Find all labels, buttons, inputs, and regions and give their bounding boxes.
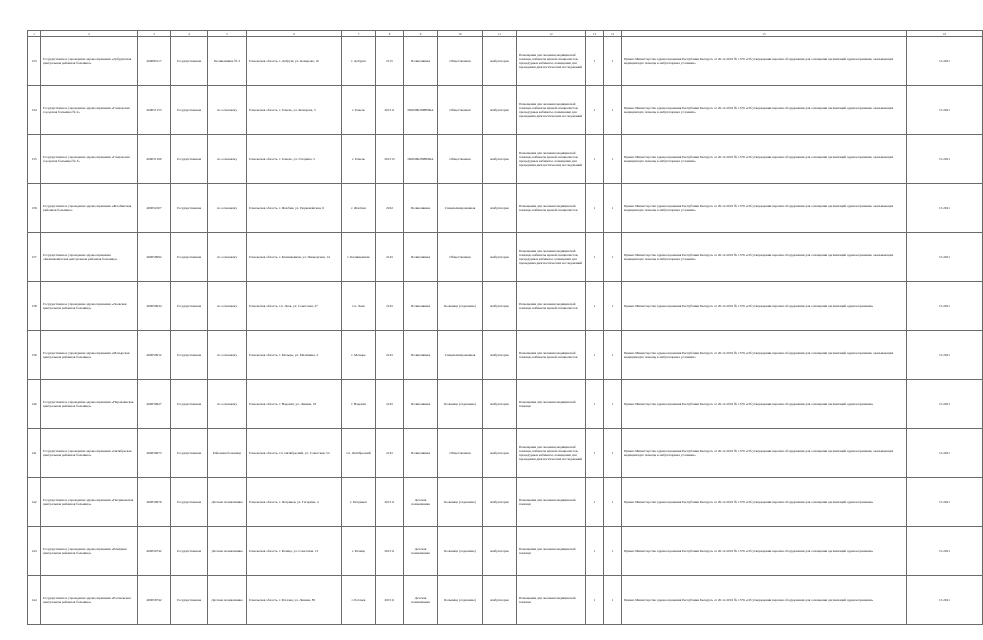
registration-number-cell: 400050976: [138, 478, 171, 527]
ownership-cell: Государственная: [171, 135, 208, 184]
locality-cell: г. Гомель: [342, 86, 376, 135]
table-row: [28, 135, 983, 184]
regulation-cell: Приказ Министерства здравоохранения Республики Беларусь от 20.12.2019 № 1576 «Об утверждении перечня оборудования для оснащения организаций здравоохранения»: [622, 282, 907, 331]
row-number-cell: 136: [28, 184, 41, 233]
column-number: 5: [208, 31, 247, 37]
regulation-cell: Приказ Министерства здравоохранения Республики Беларусь от 20.12.2019 № 1576 «Об утверждении перечня оборудования для оснащения организаций здравоохранения, оказывающих медицинскую помощь в амбулаторных условиях»: [622, 429, 907, 478]
column-number: 15: [622, 31, 907, 37]
locality-cell: г. Мозырь: [342, 331, 376, 380]
ownership-cell: Государственная: [171, 380, 208, 429]
address-cell: Гомельская область, г. Мозырь, ул. Малинина, 2: [247, 331, 342, 380]
column-number: 10: [438, 31, 483, 37]
date-cell: 15.2021: [907, 576, 983, 625]
count-a-cell: 1: [586, 184, 604, 233]
subdivision-cell: по основному: [208, 233, 247, 282]
address-cell: Гомельская область, г. Жлобин, ул. Первомайская, 6: [247, 184, 342, 233]
ownership-cell: Государственная: [171, 86, 208, 135]
organization-name-cell: Государственное учреждение здравоохранения «Добрушская центральная районная больница»: [41, 37, 138, 86]
count-b-cell: 1: [604, 86, 622, 135]
category-cell: Больница (отделение): [438, 478, 483, 527]
regulation-cell: Приказ Министерства здравоохранения Республики Беларусь от 20.12.2019 № 1576 «Об утверждении перечня оборудования для оснащения организаций здравоохранения, оказывающих медицинскую помощь в амбулаторных условиях»: [622, 331, 907, 380]
subdivision-cell: по основному: [208, 331, 247, 380]
code-cell: 2115: [376, 37, 404, 86]
date-cell: 15.2021: [907, 380, 983, 429]
organization-name-cell: Государственное учреждение здравоохранения «Рогачевская центральная районная больница»: [41, 576, 138, 625]
category-cell: Специализированная: [438, 331, 483, 380]
care-form-cell: Амбулаторно: [483, 429, 517, 478]
count-b-cell: 1: [604, 184, 622, 233]
address-cell: Гомельская область, г. Рогачев, ул. Ленина, 85: [247, 576, 342, 625]
count-a-cell: 1: [586, 478, 604, 527]
column-number: 3: [138, 31, 171, 37]
regulation-cell: Приказ Министерства здравоохранения Республики Беларусь от 20.12.2019 № 1576 «Об утверждении перечня оборудования для оснащения организаций здравоохранения»: [622, 380, 907, 429]
code-cell: 201511: [376, 527, 404, 576]
facility-type-cell: Детская поликлиника: [404, 527, 438, 576]
premises-cell: Помещения для оказания медицинской помощи: [517, 576, 586, 625]
premises-cell: Помещения для оказания медицинской помощи, кабинеты врачей-специалистов, процедурные кабинеты, помещения для проведения диагностических исследований: [517, 233, 586, 282]
subdivision-cell: Детская поликлиника: [208, 576, 247, 625]
organization-name-cell: Государственное учреждение здравоохранения «Гомельская городская больница № 2»: [41, 86, 138, 135]
table-row: [28, 282, 983, 331]
premises-cell: Помещения для оказания медицинской помощи, кабинеты врачей-специалистов: [517, 184, 586, 233]
facility-type-cell: Поликлиника: [404, 233, 438, 282]
registration-number-cell: 400050973: [138, 429, 171, 478]
regulation-cell: Приказ Министерства здравоохранения Республики Беларусь от 20.12.2019 № 1576 «Об утверждении перечня оборудования для оснащения организаций здравоохранения, оказывающих медицинскую помощь в амбулаторных условиях»: [622, 184, 907, 233]
ownership-cell: Государственная: [171, 184, 208, 233]
organization-name-cell: Государственное учреждение здравоохранения «Гомельская городская больница № 3»: [41, 135, 138, 184]
facility-type-cell: ПОЛИКЛИНИКА: [404, 86, 438, 135]
date-cell: 15.2021: [907, 135, 983, 184]
row-number-cell: 138: [28, 282, 41, 331]
care-form-cell: Амбулаторно: [483, 331, 517, 380]
locality-cell: г.п. Октябрьский: [342, 429, 376, 478]
premises-cell: Помещения для оказания медицинской помощи: [517, 478, 586, 527]
facility-type-cell: Поликлиника: [404, 331, 438, 380]
subdivision-cell: Поликлиника № 3: [208, 37, 247, 86]
date-cell: 15.2021: [907, 429, 983, 478]
care-form-cell: Амбулаторно: [483, 135, 517, 184]
organization-name-cell: Государственное учреждение здравоохранения «Калинковичская центральная районная больница»: [41, 233, 138, 282]
ownership-cell: Государственная: [171, 478, 208, 527]
address-cell: Гомельская область, г. Речица, ул. Советская, 13: [247, 527, 342, 576]
column-number: 2: [41, 31, 138, 37]
care-form-cell: Амбулаторно: [483, 233, 517, 282]
row-number-cell: 144: [28, 576, 41, 625]
code-cell: 201511: [376, 86, 404, 135]
row-number-cell: 137: [28, 233, 41, 282]
regulation-cell: Приказ Министерства здравоохранения Республики Беларусь от 20.12.2019 № 1576 «Об утверждении перечня оборудования для оснащения организаций здравоохранения, оказывающих медицинскую помощь в амбулаторных условиях»: [622, 233, 907, 282]
address-cell: Гомельская область, г. Наровля, ул. Ленина, 23: [247, 380, 342, 429]
count-b-cell: 1: [604, 233, 622, 282]
facility-type-cell: Поликлиника: [404, 380, 438, 429]
address-cell: Гомельская область, г.п. Октябрьский, ул. Советская, 52: [247, 429, 342, 478]
category-cell: Специализированная: [438, 184, 483, 233]
organization-name-cell: Государственное учреждение здравоохранения «Лоевская центральная районная больница»: [41, 282, 138, 331]
code-cell: 201511: [376, 576, 404, 625]
registration-number-cell: 400085117: [138, 37, 171, 86]
table-row: [28, 527, 983, 576]
row-number-cell: 141: [28, 429, 41, 478]
date-cell: 15.2021: [907, 233, 983, 282]
facilities-table: [27, 30, 983, 625]
premises-cell: Помещения для оказания медицинской помощи, кабинеты врачей-специалистов, процедурные кабинеты, помещения для проведения диагностических исследований: [517, 37, 586, 86]
facility-type-cell: Поликлиника: [404, 184, 438, 233]
ownership-cell: Государственная: [171, 576, 208, 625]
table-row: [28, 86, 983, 135]
document-sheet: [27, 30, 951, 625]
facility-type-cell: ПОЛИКЛИНИКА: [404, 135, 438, 184]
table-row: [28, 380, 983, 429]
organization-name-cell: Государственное учреждение здравоохранения «Октябрьская центральная районная больница»: [41, 429, 138, 478]
count-a-cell: 1: [586, 527, 604, 576]
date-cell: 15.2021: [907, 86, 983, 135]
date-cell: 15.2021: [907, 478, 983, 527]
table-row: [28, 331, 983, 380]
care-form-cell: Амбулаторно: [483, 478, 517, 527]
column-number: 11: [483, 31, 517, 37]
column-number: 1: [28, 31, 41, 37]
count-a-cell: 1: [586, 282, 604, 331]
ownership-cell: Государственная: [171, 282, 208, 331]
column-number: 8: [376, 31, 404, 37]
facility-type-cell: Поликлиника: [404, 37, 438, 86]
registration-number-cell: 400050992: [138, 233, 171, 282]
facility-type-cell: Поликлиника: [404, 429, 438, 478]
ownership-cell: Государственная: [171, 233, 208, 282]
subdivision-cell: по основному: [208, 135, 247, 184]
row-number-cell: 143: [28, 527, 41, 576]
table-row: [28, 233, 983, 282]
regulation-cell: Приказ Министерства здравоохранения Республики Беларусь от 20.12.2019 № 1576 «Об утверждении перечня оборудования для оснащения организаций здравоохранения, оказывающих медицинскую помощь в амбулаторных условиях»: [622, 37, 907, 86]
address-cell: Гомельская область, г. Калинковичи, ул. Пионерская, 14: [247, 233, 342, 282]
column-number: 9: [404, 31, 438, 37]
row-number-cell: 142: [28, 478, 41, 527]
registration-number-cell: 400051007: [138, 184, 171, 233]
subdivision-cell: Детская поликлиника: [208, 478, 247, 527]
address-cell: Гомельская область, г. Гомель, ул. Комарова, 5: [247, 86, 342, 135]
locality-cell: г. Рогачев: [342, 576, 376, 625]
table-row: [28, 184, 983, 233]
premises-cell: Помещения для оказания медицинской помощи, кабинеты врачей-специалистов, процедурные кабинеты, помещения для проведения диагностических исследований: [517, 135, 586, 184]
column-number: 4: [171, 31, 208, 37]
count-b-cell: 1: [604, 527, 622, 576]
count-b-cell: 1: [604, 331, 622, 380]
count-a-cell: 1: [586, 380, 604, 429]
date-cell: 15.2021: [907, 37, 983, 86]
date-cell: 15.2021: [907, 184, 983, 233]
premises-cell: Помещения для оказания медицинской помощи, кабинеты врачей-специалистов, процедурные кабинеты, помещения для проведения диагностических исследований: [517, 86, 586, 135]
care-form-cell: Амбулаторно: [483, 37, 517, 86]
organization-name-cell: Государственное учреждение здравоохранения «Жлобинская районная больница»: [41, 184, 138, 233]
registration-number-cell: 400050742: [138, 527, 171, 576]
subdivision-cell: Районная больница: [208, 429, 247, 478]
table-row: [28, 478, 983, 527]
category-cell: Общественная: [438, 86, 483, 135]
count-a-cell: 1: [586, 576, 604, 625]
code-cell: 2145: [376, 282, 404, 331]
count-b-cell: 1: [604, 282, 622, 331]
premises-cell: Помещения для оказания медицинской помощи, кабинеты врачей-специалистов, процедурные кабинеты, помещения для проведения диагностических исследований: [517, 429, 586, 478]
organization-name-cell: Государственное учреждение здравоохранения «Наровлянская центральная районная больница»: [41, 380, 138, 429]
count-b-cell: 1: [604, 576, 622, 625]
code-cell: 2145: [376, 380, 404, 429]
facility-type-cell: Детская поликлиника: [404, 478, 438, 527]
locality-cell: г. Добруш: [342, 37, 376, 86]
code-cell: 2145: [376, 233, 404, 282]
registration-number-cell: 400051160: [138, 135, 171, 184]
ownership-cell: Государственная: [171, 429, 208, 478]
ownership-cell: Государственная: [171, 527, 208, 576]
code-cell: 201513: [376, 135, 404, 184]
regulation-cell: Приказ Министерства здравоохранения Республики Беларусь от 20.12.2019 № 1576 «Об утверждении перечня оборудования для оснащения организаций здравоохранения»: [622, 478, 907, 527]
address-cell: Гомельская область, г.п. Лоев, ул. Советская, 27: [247, 282, 342, 331]
count-b-cell: 1: [604, 478, 622, 527]
subdivision-cell: по основному: [208, 282, 247, 331]
date-cell: 15.2021: [907, 282, 983, 331]
category-cell: Больница (отделение): [438, 380, 483, 429]
ownership-cell: Государственная: [171, 37, 208, 86]
column-number: 6: [247, 31, 342, 37]
date-cell: 15.2021: [907, 331, 983, 380]
locality-cell: г. Речица: [342, 527, 376, 576]
registration-number-cell: 400050927: [138, 380, 171, 429]
locality-cell: г. Калинковичи: [342, 233, 376, 282]
code-cell: 2162: [376, 184, 404, 233]
column-number: 14: [604, 31, 622, 37]
count-a-cell: 1: [586, 86, 604, 135]
count-a-cell: 1: [586, 331, 604, 380]
count-a-cell: 1: [586, 233, 604, 282]
subdivision-cell: по основному: [208, 380, 247, 429]
organization-name-cell: Государственное учреждение здравоохранения «Петриковская центральная районная больница»: [41, 478, 138, 527]
column-number: 16: [907, 31, 983, 37]
date-cell: 15.2021: [907, 527, 983, 576]
locality-cell: г.п. Лоев: [342, 282, 376, 331]
subdivision-cell: по основному: [208, 184, 247, 233]
care-form-cell: Амбулаторно: [483, 576, 517, 625]
category-cell: Общественная: [438, 429, 483, 478]
category-cell: Общественная: [438, 233, 483, 282]
premises-cell: Помещения для оказания медицинской помощи, кабинеты врачей-специалистов: [517, 282, 586, 331]
address-cell: Гомельская область, г. Гомель, ул. Гагарина, 5: [247, 135, 342, 184]
regulation-cell: Приказ Министерства здравоохранения Республики Беларусь от 20.12.2019 № 1576 «Об утверждении перечня оборудования для оснащения организаций здравоохранения»: [622, 576, 907, 625]
registration-number-cell: 400051155: [138, 86, 171, 135]
premises-cell: Помещения для оказания медицинской помощи: [517, 380, 586, 429]
facility-type-cell: Детская поликлиника: [404, 576, 438, 625]
regulation-cell: Приказ Министерства здравоохранения Республики Беларусь от 20.12.2019 № 1576 «Об утверждении перечня оборудования для оснащения организаций здравоохранения, оказывающих медицинскую помощь в амбулаторных условиях»: [622, 86, 907, 135]
column-number: 12: [517, 31, 586, 37]
category-cell: Общественная: [438, 135, 483, 184]
count-b-cell: 1: [604, 135, 622, 184]
count-b-cell: 1: [604, 429, 622, 478]
locality-cell: г. Наровля: [342, 380, 376, 429]
care-form-cell: Амбулаторно: [483, 527, 517, 576]
count-a-cell: 1: [586, 429, 604, 478]
table-row: [28, 429, 983, 478]
subdivision-cell: Детская поликлиника: [208, 527, 247, 576]
count-a-cell: 1: [586, 37, 604, 86]
table-body: [28, 31, 983, 625]
registration-number-cell: 400050934: [138, 282, 171, 331]
care-form-cell: Амбулаторно: [483, 86, 517, 135]
regulation-cell: Приказ Министерства здравоохранения Республики Беларусь от 20.12.2019 № 1576 «Об утверждении перечня оборудования для оснащения организаций здравоохранения»: [622, 527, 907, 576]
locality-cell: г. Гомель: [342, 135, 376, 184]
organization-name-cell: Государственное учреждение здравоохранения «Речицкая центральная районная больница»: [41, 527, 138, 576]
column-number: 7: [342, 31, 376, 37]
count-b-cell: 1: [604, 37, 622, 86]
row-number-cell: 140: [28, 380, 41, 429]
category-cell: Больница (отделение): [438, 576, 483, 625]
table-row: [28, 576, 983, 625]
locality-cell: г. Петриков: [342, 478, 376, 527]
care-form-cell: Амбулаторно: [483, 282, 517, 331]
row-number-cell: 134: [28, 86, 41, 135]
code-cell: 2145: [376, 331, 404, 380]
table-row: [28, 37, 983, 86]
category-cell: Больница (отделение): [438, 282, 483, 331]
ownership-cell: Государственная: [171, 331, 208, 380]
count-a-cell: 1: [586, 135, 604, 184]
regulation-cell: Приказ Министерства здравоохранения Республики Беларусь от 20.12.2019 № 1576 «Об утверждении перечня оборудования для оснащения организаций здравоохранения, оказывающих медицинскую помощь в амбулаторных условиях»: [622, 135, 907, 184]
premises-cell: Помещения для оказания медицинской помощи, кабинеты врачей-специалистов: [517, 331, 586, 380]
code-cell: 201511: [376, 478, 404, 527]
registration-number-cell: 400050742: [138, 576, 171, 625]
facility-type-cell: Поликлиника: [404, 282, 438, 331]
organization-name-cell: Государственное учреждение здравоохранения «Мозырская центральная районная больница»: [41, 331, 138, 380]
registration-number-cell: 400050912: [138, 331, 171, 380]
row-number-cell: 139: [28, 331, 41, 380]
care-form-cell: Амбулаторно: [483, 184, 517, 233]
care-form-cell: Амбулаторно: [483, 380, 517, 429]
subdivision-cell: по основному: [208, 86, 247, 135]
premises-cell: Помещения для оказания медицинской помощи: [517, 527, 586, 576]
count-b-cell: 1: [604, 380, 622, 429]
locality-cell: г. Жлобин: [342, 184, 376, 233]
category-cell: Общественная: [438, 37, 483, 86]
address-cell: Гомельская область, г. Добруш, ул. Комарова, 10: [247, 37, 342, 86]
category-cell: Больница (отделение): [438, 527, 483, 576]
code-cell: 2145: [376, 429, 404, 478]
address-cell: Гомельская область, г. Петриков, ул. Гагарина, 4: [247, 478, 342, 527]
row-number-cell: 135: [28, 135, 41, 184]
row-number-cell: 133: [28, 37, 41, 86]
column-number: 13: [586, 31, 604, 37]
